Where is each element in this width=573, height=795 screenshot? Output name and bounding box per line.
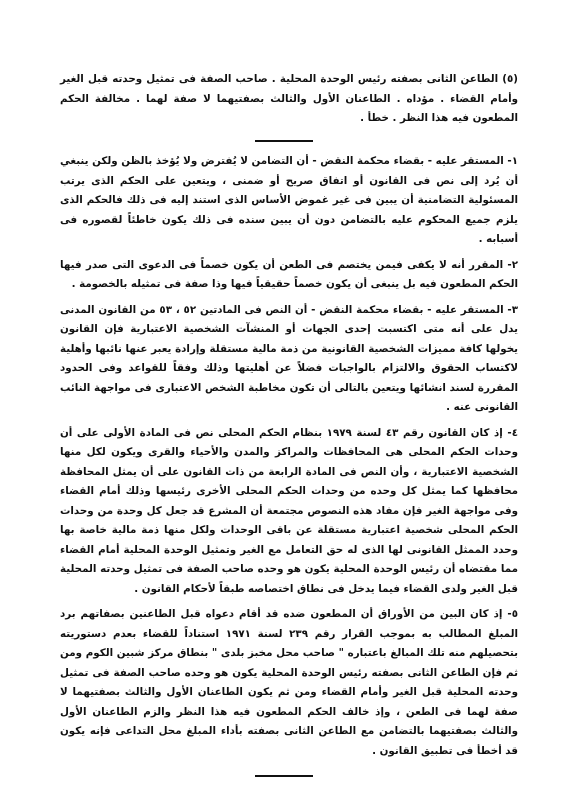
- principle-paragraph-1: ١- المستقر عليه - بقضاء محكمة النقض - أن التضامن لا يُفترض ولا يُؤخذ بالظن ولكن ينبغي أن يُرد إلى نص فى القانون أو اتفاق صريح أو ضمنى ، ويتعين على الحكم الذى يرتب المسئولية التضامنية أن يبين فى غير غموض الأساس الذى استند إليه فى ذلك فالحكم الذى يلزم جميع المحكوم عليه بالتضامن دون أن يبين سنده فى ذلك يكون خاطئاً لقصوره فى أسبابه .: [60, 155, 518, 245]
- section-divider-top: [255, 140, 313, 142]
- principles-section: [60, 152, 518, 767]
- principle-paragraph-2: ٢- المقرر أنه لا يكفى فيمن يختصم فى الطعن أن يكون خصماً فى الدعوى التى صدر فيها الحكم المطعون فيه بل ينبغى أن يكون خصماً حقيقياً فيها وذا صفة فى تمثيله بالخصومة .: [60, 258, 518, 290]
- principle-paragraph-4: ٤- إذ كان القانون رقم ٤٣ لسنة ١٩٧٩ بنظام الحكم المحلى نص فى المادة الأولى على أن وحدات الحكم المحلى هى المحافظات والمراكز والمدن والأحياء والقرى ويكون لكل منها الشخصية الاعتبارية ، وأن النص فى المادة الرابعة من ذات القانون على أن يمثل المحافظة محافظها كما يمثل كل وحده من وحدات الحكم المحلى الأخرى رئيسها وذلك أمام القضاء وفى مواجهة الغير فإن مفاد هذه النصوص مجتمعة أن المشرع قد جعل كل وحدة من وحدات الحكم المحلى شخصية اعتبارية مستقلة عن باقى الوحدات ولكل منها ذمة مالية خاصة بها وحدد الممثل القانونى لها الذى له حق التعامل مع الغير وتمثيل الوحدة المحلية أمام القضاء مما مقتضاه أن رئيس الوحدة المحلية يكون هو وحده صاحب الصفة فى تمثيل وحدته المحلية قبل الغير ولدى القضاء فيما يدخل فى نطاق اختصاصه طبقاً لأحكام القانون .: [60, 426, 519, 595]
- principle-paragraph-5: ٥- إذ كان البين من الأوراق أن المطعون ضده قد أقام دعواه قبل الطاعنين بصفاتهم برد المبلغ المطالب به بموجب القرار رقم ٢٣٩ لسنة ١٩٧١ استناداً للقضاء بعدم دستوريته بتحصيلهم منه تلك المبالغ باعتباره " صاحب محل مخبز بلدى " بنطاق مركز شبين الكوم ومن ثم فإن الطاعن الثانى بصفته رئيس الوحدة المحلية يكون هو وحده صاحب الصفة فى تمثيل وحدته المحلية قبل الغير وأمام القضاء ومن ثم يكون الطاعنان الأول والثالث بصفتيهما لا صفة لهما فى الطعن ، وإذ خالف الحكم المطعون فيه هذا النظر والزم الطاعنان الأول والثالث بصفتيهما بالتضامن مع الطاعن الثانى بصفته بأداء المبلغ محل التداعى فإنه يكون قد أخطأ فى تطبيق القانون .: [60, 608, 518, 757]
- principle-paragraph-3: ٣- المستقر عليه - بقضاء محكمة النقض - أن النص فى المادتين ٥٢ ، ٥٣ من القانون المدنى يدل على أنه متى اكتسبت إحدى الجهات أو المنشآت الشخصية الاعتبارية فإن القانون يخولها كافة مميزات الشخصية القانونية من ذمة مالية مستقلة وإرادة يعبر عنها نائبها وأهلية لاكتساب الحقوق والالتزام بالواجبات فضلاً عن أهليتها وذلك وفقاً للقواعد وفى الحدود المقررة لسند انشائها ويتعين بالتالى أن تكون مخاطبة الشخص الاعتبارى فى مواجهة النائب القانونى عنه .: [60, 303, 518, 413]
- intro-paragraph: (٥) الطاعن الثانى بصفته رئيس الوحدة المحلية . صاحب الصفة فى تمثيل وحدته قبل الغير وأمام القضاء . مؤداه . الطاعنان الأول والثالث بصفتيهما لا صفة لهما . مخالفة الحكم المطعون فيه هذا النظر . خطأ .: [60, 73, 518, 124]
- section-divider-bottom: [255, 775, 313, 777]
